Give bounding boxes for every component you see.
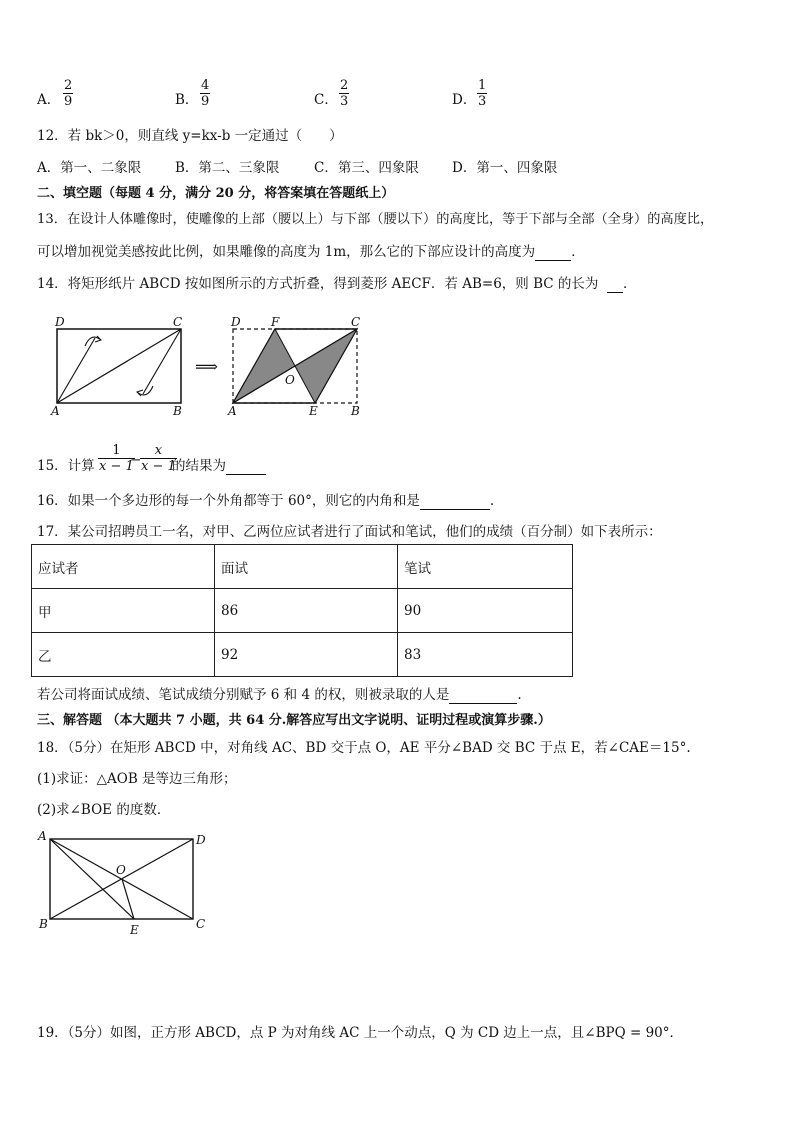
q11-option-b-letter: B． — [175, 92, 199, 108]
q14-left-fold-line-1 — [57, 338, 95, 403]
q11-option-b-fraction: $\frac{4}{9}$ — [201, 78, 210, 109]
table-cell: 83 — [398, 633, 573, 677]
q14-label-c-left: C — [173, 315, 183, 329]
section-2-heading: 二、填空题（每题 4 分，满分 20 分，将答案填在答题纸上） — [37, 186, 395, 201]
q14-left-fold-line-2 — [143, 329, 181, 394]
table-header-row — [32, 545, 573, 589]
q18-part-2: (2)求∠BOE 的度数． — [37, 802, 171, 818]
q17-stem: 17．某公司招聘员工一名，对甲、乙两位应试者进行了面试和笔试，他们的成绩（百分制）如下表所示： — [37, 524, 662, 540]
q15-minus: − — [130, 452, 142, 468]
q14-shaded-left — [233, 329, 295, 403]
table-cell: 甲 — [32, 589, 215, 633]
section-3-heading: 三、解答题 （本大题共 7 小题，共 64 分.解答应写出文字说明、证明过程或演算步骤.） — [37, 713, 551, 728]
q14-label-d-left: D — [55, 315, 65, 329]
table-cell: 92 — [215, 633, 398, 677]
q11-option-d-letter: D． — [452, 92, 477, 108]
q14-label-o: O — [285, 373, 295, 387]
q11-option-c-letter: C． — [314, 92, 338, 108]
q15-fraction-1: $\frac{1}{x - 1}$ — [99, 443, 134, 474]
q17-score-table — [31, 544, 573, 677]
q18-label-c: C — [196, 917, 206, 931]
table-cell: 86 — [215, 589, 398, 633]
q14-label-e: E — [309, 404, 318, 418]
q11-option-a-fraction: $\frac{2}{9}$ — [64, 78, 73, 109]
q18-label-b: B — [39, 917, 48, 931]
q18-label-a: A — [38, 829, 47, 843]
q14-label-a-right: A — [228, 404, 237, 418]
q11-option-d-fraction: $\frac{1}{3}$ — [478, 78, 487, 109]
q15-answer-blank — [226, 458, 266, 475]
q12-option-c: C．第三、四象限 — [314, 160, 419, 176]
q14-right-diagonal — [233, 329, 357, 403]
table-cell: 乙 — [32, 633, 215, 677]
q15-suffix: 的结果为 — [172, 454, 266, 475]
q17-question: 若公司将面试成绩、笔试成绩分别赋予 6 和 4 的权，则被录取的人是 . — [37, 687, 522, 703]
q15-prefix: 15．计算 — [37, 458, 95, 474]
q14-stem: 14．将矩形纸片 ABCD 按如图所示的方式折叠，得到菱形 AECF．若 AB=6，则 BC 的长为 ． — [37, 276, 637, 292]
q13-line-1: 13．在设计人体雕像时，使雕像的上部（腰以上）与下部（腰以下）的高度比，等于下部与全部（全身）的高度比， — [37, 212, 714, 227]
table-cell: 90 — [398, 589, 573, 633]
q14-label-d-right: D — [231, 315, 241, 329]
q14-label-b-right: B — [351, 404, 360, 418]
table-row — [32, 633, 573, 677]
table-row — [32, 589, 573, 633]
q18-stem: 18．（5分）在矩形 ABCD 中，对角线 AC、BD 交于点 O，AE 平分∠BAD 交 BC 于点 E，若∠CAE＝15°. — [37, 740, 691, 756]
q18-label-o: O — [116, 863, 126, 877]
q14-left-diagonal — [57, 329, 181, 403]
q14-label-b-left: B — [173, 404, 182, 418]
q16-answer-blank — [420, 493, 490, 510]
table-header-cell: 面试 — [215, 545, 398, 589]
q14-answer-blank — [607, 276, 623, 293]
q11-option-a-letter: A． — [37, 92, 61, 108]
q12-option-d: D．第一、四象限 — [452, 160, 558, 176]
q14-transform-arrow: ⟹ — [195, 357, 218, 376]
q18-label-d: D — [196, 833, 206, 847]
q18-part-1: (1)求证：△AOB 是等边三角形； — [37, 771, 237, 787]
q16-stem: 16．如果一个多边形的每一个外角都等于 60°，则它的内角和是 . — [37, 493, 495, 509]
q18-label-e: E — [130, 923, 139, 937]
table-header-cell: 笔试 — [398, 545, 573, 589]
q14-label-c-right: C — [351, 315, 361, 329]
q18-figure — [34, 826, 224, 938]
q13-answer-blank — [535, 244, 571, 261]
q12-stem: 12．若 bk＞0，则直线 y=kx-b 一定通过（ ） — [37, 128, 343, 144]
q13-line-2: 可以增加视觉美感按此比例，如果雕像的高度为 1m，那么它的下部应设计的高度为 ． — [37, 244, 585, 260]
q11-option-c-fraction: $\frac{2}{3}$ — [340, 78, 349, 109]
q15-fraction-2: $\frac{x}{x - 1}$ — [141, 443, 176, 474]
q17-answer-blank — [449, 687, 517, 704]
q14-label-a-left: A — [51, 404, 60, 418]
q12-option-a: A．第一、二象限 — [37, 160, 142, 176]
q19-stem: 19．（5分）如图，正方形 ABCD，点 P 为对角线 AC 上一个动点，Q 为 CD 边上一点，且∠BPQ = 90°． — [37, 1025, 684, 1041]
q12-option-b: B．第二、三象限 — [175, 160, 280, 176]
table-header-cell: 应试者 — [32, 545, 215, 589]
q14-shaded-right — [295, 329, 357, 403]
q14-label-f: F — [271, 315, 280, 329]
q14-figure — [45, 312, 375, 422]
